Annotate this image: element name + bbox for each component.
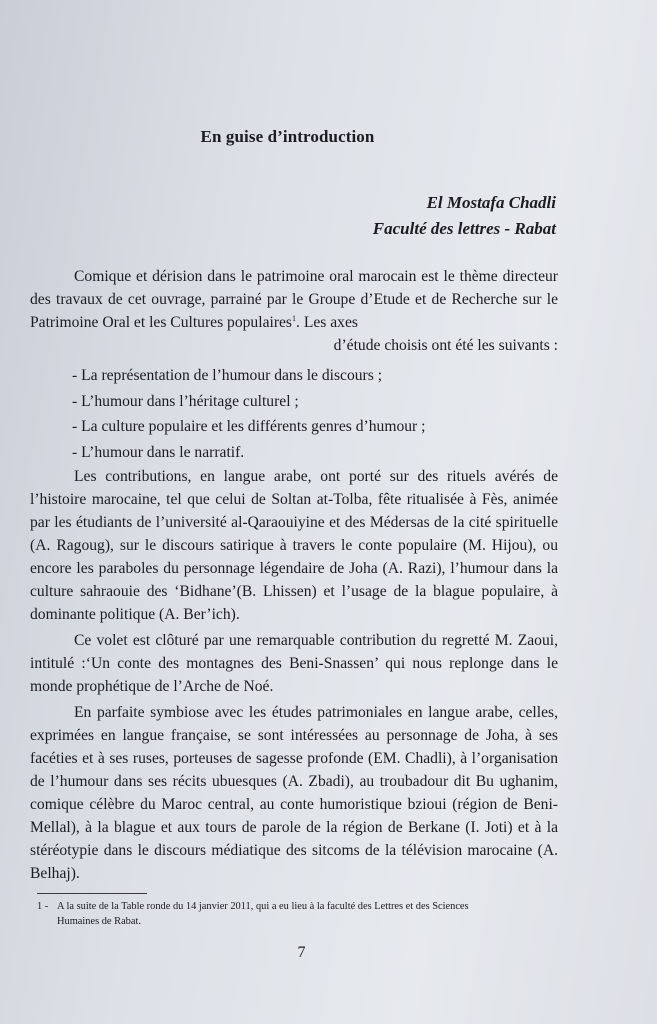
body-text: [30, 265, 558, 885]
footnote-number: 1 -: [37, 901, 49, 912]
author-affiliation: Faculté des lettres - Rabat: [372, 219, 556, 238]
chapter-title: En guise d’introduction: [200, 127, 375, 146]
list-item: - La représentation de l’humour dans le discours ;: [30, 363, 558, 389]
footnote: [37, 899, 557, 929]
footnote-line-2: Humaines de Rabat.: [57, 916, 141, 927]
intro-text: Comique et dérision dans le patrimoine oral marocain est le thème directeur des travaux de cet ouvrage, parrainé par le Groupe d’Etude et de Recherche sur le Patrimoine Oral et les Cultures populaires: [30, 268, 558, 331]
footnote-reference: 1: [292, 313, 297, 323]
axes-list: [30, 363, 558, 465]
list-item: - La culture populaire et les différents genres d’humour ;: [30, 414, 558, 440]
paragraph-zaoui: Ce volet est clôturé par une remarquable contribution du regretté M. Zaoui, intitulé :‘Un conte des montagnes des Beni-Snassen’ qui nous replonge dans le monde prophétique de l’Arche de Noé.: [30, 632, 558, 695]
footnote-divider: [37, 893, 147, 894]
list-item: - L’humour dans le narratif.: [30, 440, 558, 466]
author-block: [373, 190, 556, 242]
author-name: El Mostafa Chadli: [426, 193, 556, 212]
page-number: 7: [297, 944, 306, 961]
intro-tail: d’étude choisis ont été les suivants :: [333, 337, 558, 354]
paragraph-french-studies: En parfaite symbiose avec les études patrimoniales en langue arabe, celles, exprimées en langue française, se sont intéressées au personnage de Joha, à ses facéties et à ses ruses, porteuses de sagesse profonde (EM. Chadli), à l’organisation de l’humour dans ses récits ubuesques (A. Zbadi), au troubadour dit Bu ughanim, comique célèbre du Maroc central, au conte humoristique bzioui (région de Beni-Mellal), à la blague et aux tours de parole de la région de Berkane (I. Joti) et à la stéréotypie dans le discours médiatique des sitcoms de la télévision marocaine (A. Belhaj).: [30, 704, 558, 882]
intro-paragraph: [30, 265, 558, 334]
list-item: - L’humour dans l’héritage culturel ;: [30, 389, 558, 415]
paragraph-contributions: Les contributions, en langue arabe, ont porté sur des rituels avérés de l’histoire marocaine, tel que celui de Soltan at-Tolba, fête ritualisée à Fès, animée par les étudiants de l’université al-Qaraouiyine et des Médersas de la cité spirituelle (A. Ragoug), sur le discours satirique à travers le conte populaire (M. Hijou), ou encore les paraboles du personnage légendaire de Joha (A. Razi), l’humour dans la culture sahraouie des ‘Bidhane’(B. Lhissen) et l’usage de la blague populaire, à dominante politique (A. Ber’ich).: [30, 468, 558, 623]
intro-text-after-ref: . Les axes: [296, 314, 358, 331]
footnote-line-1: A la suite de la Table ronde du 14 janvier 2011, qui a eu lieu à la faculté des Lettres et des Sciences: [57, 901, 469, 912]
